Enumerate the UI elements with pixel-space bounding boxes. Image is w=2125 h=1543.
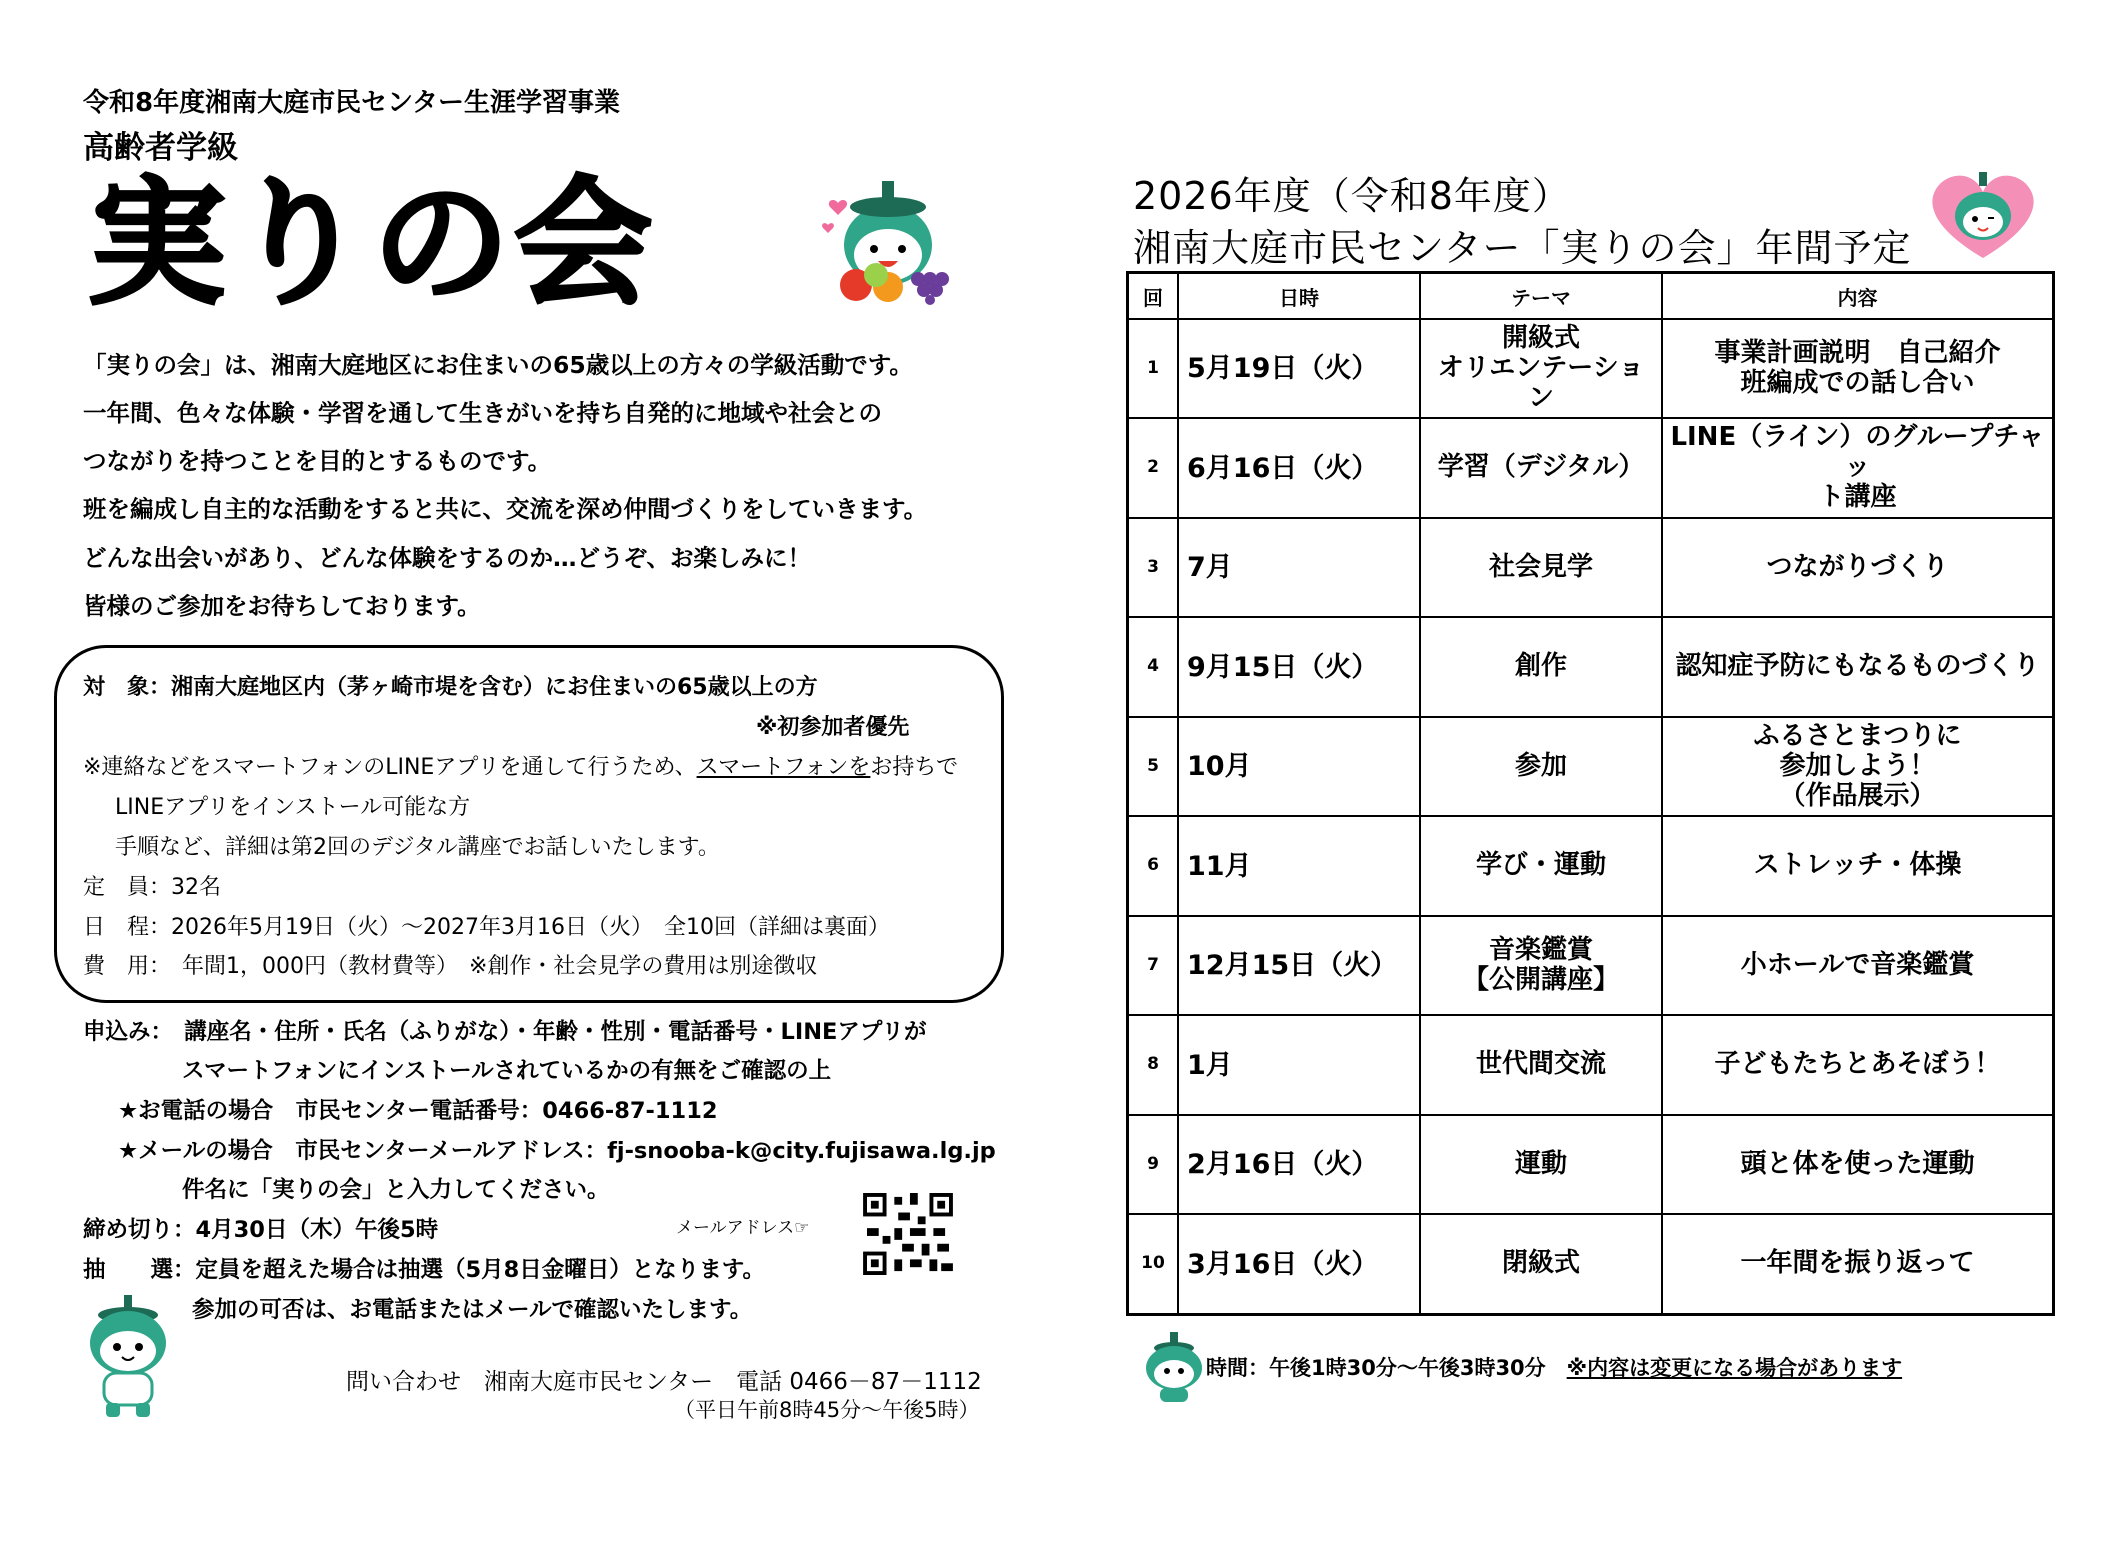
row-theme: 参加 bbox=[1420, 717, 1662, 816]
table-row bbox=[1128, 1115, 2054, 1214]
row-theme: 学習（デジタル） bbox=[1420, 418, 1662, 517]
row-date: 2月16日（火） bbox=[1178, 1115, 1420, 1214]
table-row bbox=[1128, 418, 2054, 517]
row-content: 一年間を振り返って bbox=[1662, 1214, 2054, 1314]
row-date: 10月 bbox=[1178, 717, 1420, 816]
header-number: 回 bbox=[1128, 273, 1179, 320]
row-content: 頭と体を使った運動 bbox=[1662, 1115, 2054, 1214]
header-content: 内容 bbox=[1662, 273, 2054, 320]
capacity-info: 定 員：32名 bbox=[83, 875, 221, 900]
lottery-line-1: 抽 選：定員を超えた場合は抽選（5月8日金曜日）となります。 bbox=[83, 1257, 766, 1283]
row-number: 4 bbox=[1128, 617, 1179, 716]
row-theme: 創作 bbox=[1420, 617, 1662, 716]
row-number: 9 bbox=[1128, 1115, 1179, 1214]
time-info: 時間：午後1時30分～午後3時30分 bbox=[1206, 1356, 1546, 1380]
mascot-fruit-illustration bbox=[818, 175, 968, 305]
row-content: 認知症予防にもなるものづくり bbox=[1662, 617, 2054, 716]
line-note-underlined: スマートフォンを bbox=[696, 755, 871, 780]
mascot-small-illustration bbox=[1140, 1332, 1208, 1402]
intro-line: 班を編成し自主的な活動をすると共に、交流を深め仲間づくりをしていきます。 bbox=[83, 495, 928, 523]
row-theme: 世代間交流 bbox=[1420, 1015, 1662, 1114]
table-row bbox=[1128, 319, 2054, 418]
header-date: 日時 bbox=[1178, 273, 1420, 320]
table-row bbox=[1128, 518, 2054, 617]
row-content: ストレッチ・体操 bbox=[1662, 816, 2054, 915]
change-note: ※内容は変更になる場合があります bbox=[1566, 1356, 1903, 1380]
row-date: 12月15日（火） bbox=[1178, 916, 1420, 1015]
line-note-text: お持ちで bbox=[870, 755, 959, 780]
procedure-note: 手順など、詳細は第2回のデジタル講座でお話しいたします。 bbox=[115, 835, 720, 860]
apply-line-2: スマートフォンにインストールされているかの有無をご確認の上 bbox=[182, 1058, 832, 1084]
header-subtitle: 高齢者学級 bbox=[83, 130, 238, 166]
lottery-line-2: 参加の可否は、お電話またはメールで確認いたします。 bbox=[192, 1297, 753, 1323]
header-theme: テーマ bbox=[1420, 273, 1662, 320]
row-date: 11月 bbox=[1178, 816, 1420, 915]
row-number: 10 bbox=[1128, 1214, 1179, 1314]
apply-line-1: 申込み： 講座名・住所・氏名（ふりがな）・年齢・性別・電話番号・LINEアプリが bbox=[83, 1019, 927, 1045]
intro-line: 「実りの会」は、湘南大庭地区にお住まいの65歳以上の方々の学級活動です。 bbox=[83, 351, 913, 379]
period-info: 日 程：2026年5月19日（火）～2027年3月16日（火） 全10回（詳細は裏面） bbox=[83, 915, 890, 940]
target-info: 対 象：湘南大庭地区内（茅ヶ崎市堤を含む）にお住まいの65歳以上の方 bbox=[83, 675, 818, 700]
row-content: 子どもたちとあそぼう！ bbox=[1662, 1015, 2054, 1114]
row-content: 小ホールで音楽鑑賞 bbox=[1662, 916, 2054, 1015]
row-number: 8 bbox=[1128, 1015, 1179, 1114]
mascot-illustration bbox=[80, 1295, 176, 1419]
mail-address-label: メールアドレス☞ bbox=[676, 1218, 810, 1238]
row-date: 6月16日（火） bbox=[1178, 418, 1420, 517]
fee-info: 費 用： 年間1，000円（教材費等） ※創作・社会見学の費用は別途徴収 bbox=[83, 954, 818, 979]
intro-line: 一年間、色々な体験・学習を通して生きがいを持ち自発的に地域や社会との bbox=[83, 399, 882, 427]
grape-icon bbox=[911, 272, 949, 305]
contact-hours: （平日午前8時45分～午後5時） bbox=[674, 1398, 980, 1422]
line-app-note-2: LINEアプリをインストール可能な方 bbox=[115, 795, 471, 820]
table-row bbox=[1128, 1214, 2054, 1314]
heart-icon bbox=[822, 223, 834, 233]
row-date: 3月16日（火） bbox=[1178, 1214, 1420, 1314]
table-header-row bbox=[1128, 273, 2054, 320]
priority-note: ※初参加者優先 bbox=[756, 715, 910, 740]
row-content: 事業計画説明 自己紹介 班編成での話し合い bbox=[1662, 319, 2054, 418]
intro-line: どんな出会いがあり、どんな体験をするのか…どうぞ、お楽しみに！ bbox=[83, 544, 812, 572]
intro-line: つながりを持つことを目的とするものです。 bbox=[83, 447, 552, 475]
heart-mascot-illustration bbox=[1922, 170, 2044, 262]
table-row bbox=[1128, 916, 2054, 1015]
row-number: 5 bbox=[1128, 717, 1179, 816]
qr-code-icon[interactable] bbox=[862, 1193, 954, 1275]
row-theme: 開級式 オリエンテーション bbox=[1420, 319, 1662, 418]
row-date: 5月19日（火） bbox=[1178, 319, 1420, 418]
table-row bbox=[1128, 1015, 2054, 1114]
row-theme: 閉級式 bbox=[1420, 1214, 1662, 1314]
time-note bbox=[1206, 1352, 1902, 1382]
main-title: 実りの会 bbox=[88, 163, 657, 324]
apply-mail: ★メールの場合 市民センターメールアドレス：fj-snooba-k@city.fujisawa.lg.jp bbox=[118, 1138, 996, 1164]
line-app-note bbox=[83, 750, 958, 781]
pear-icon bbox=[864, 263, 888, 287]
row-theme: 音楽鑑賞 【公開講座】 bbox=[1420, 916, 1662, 1015]
row-content: LINE（ライン）のグループチャッ ト講座 bbox=[1662, 418, 2054, 517]
line-note-text: ※連絡などをスマートフォンのLINEアプリを通して行うため、 bbox=[83, 755, 697, 780]
row-content: つながりづくり bbox=[1662, 518, 2054, 617]
row-date: 1月 bbox=[1178, 1015, 1420, 1114]
row-number: 1 bbox=[1128, 319, 1179, 418]
table-row bbox=[1128, 816, 2054, 915]
intro-line: 皆様のご参加をお待ちしております。 bbox=[83, 592, 481, 620]
schedule-year: 2026年度（令和8年度） bbox=[1133, 174, 1571, 218]
contact-line-1: 問い合わせ 湘南大庭市民センター 電話 0466－87－1112 bbox=[346, 1369, 982, 1395]
row-date: 9月15日（火） bbox=[1178, 617, 1420, 716]
heart-icon bbox=[829, 200, 847, 215]
schedule-table bbox=[1126, 271, 2055, 1316]
row-content: ふるさとまつりに 参加しよう！ （作品展示） bbox=[1662, 717, 2054, 816]
table-row bbox=[1128, 717, 2054, 816]
row-date: 7月 bbox=[1178, 518, 1420, 617]
row-theme: 学び・運動 bbox=[1420, 816, 1662, 915]
row-number: 7 bbox=[1128, 916, 1179, 1015]
row-theme: 運動 bbox=[1420, 1115, 1662, 1214]
table-row bbox=[1128, 617, 2054, 716]
row-theme: 社会見学 bbox=[1420, 518, 1662, 617]
row-number: 6 bbox=[1128, 816, 1179, 915]
apply-phone: ★お電話の場合 市民センター電話番号：0466-87-1112 bbox=[118, 1098, 718, 1124]
deadline: 締め切り：4月30日（木）午後5時 bbox=[83, 1217, 439, 1243]
header-organization: 令和8年度湘南大庭市民センター生涯学習事業 bbox=[83, 88, 621, 118]
row-number: 2 bbox=[1128, 418, 1179, 517]
apply-subject: 件名に「実りの会」と入力してください。 bbox=[182, 1177, 610, 1203]
row-number: 3 bbox=[1128, 518, 1179, 617]
schedule-title: 湘南大庭市民センター「実りの会」年間予定 bbox=[1133, 226, 1912, 270]
